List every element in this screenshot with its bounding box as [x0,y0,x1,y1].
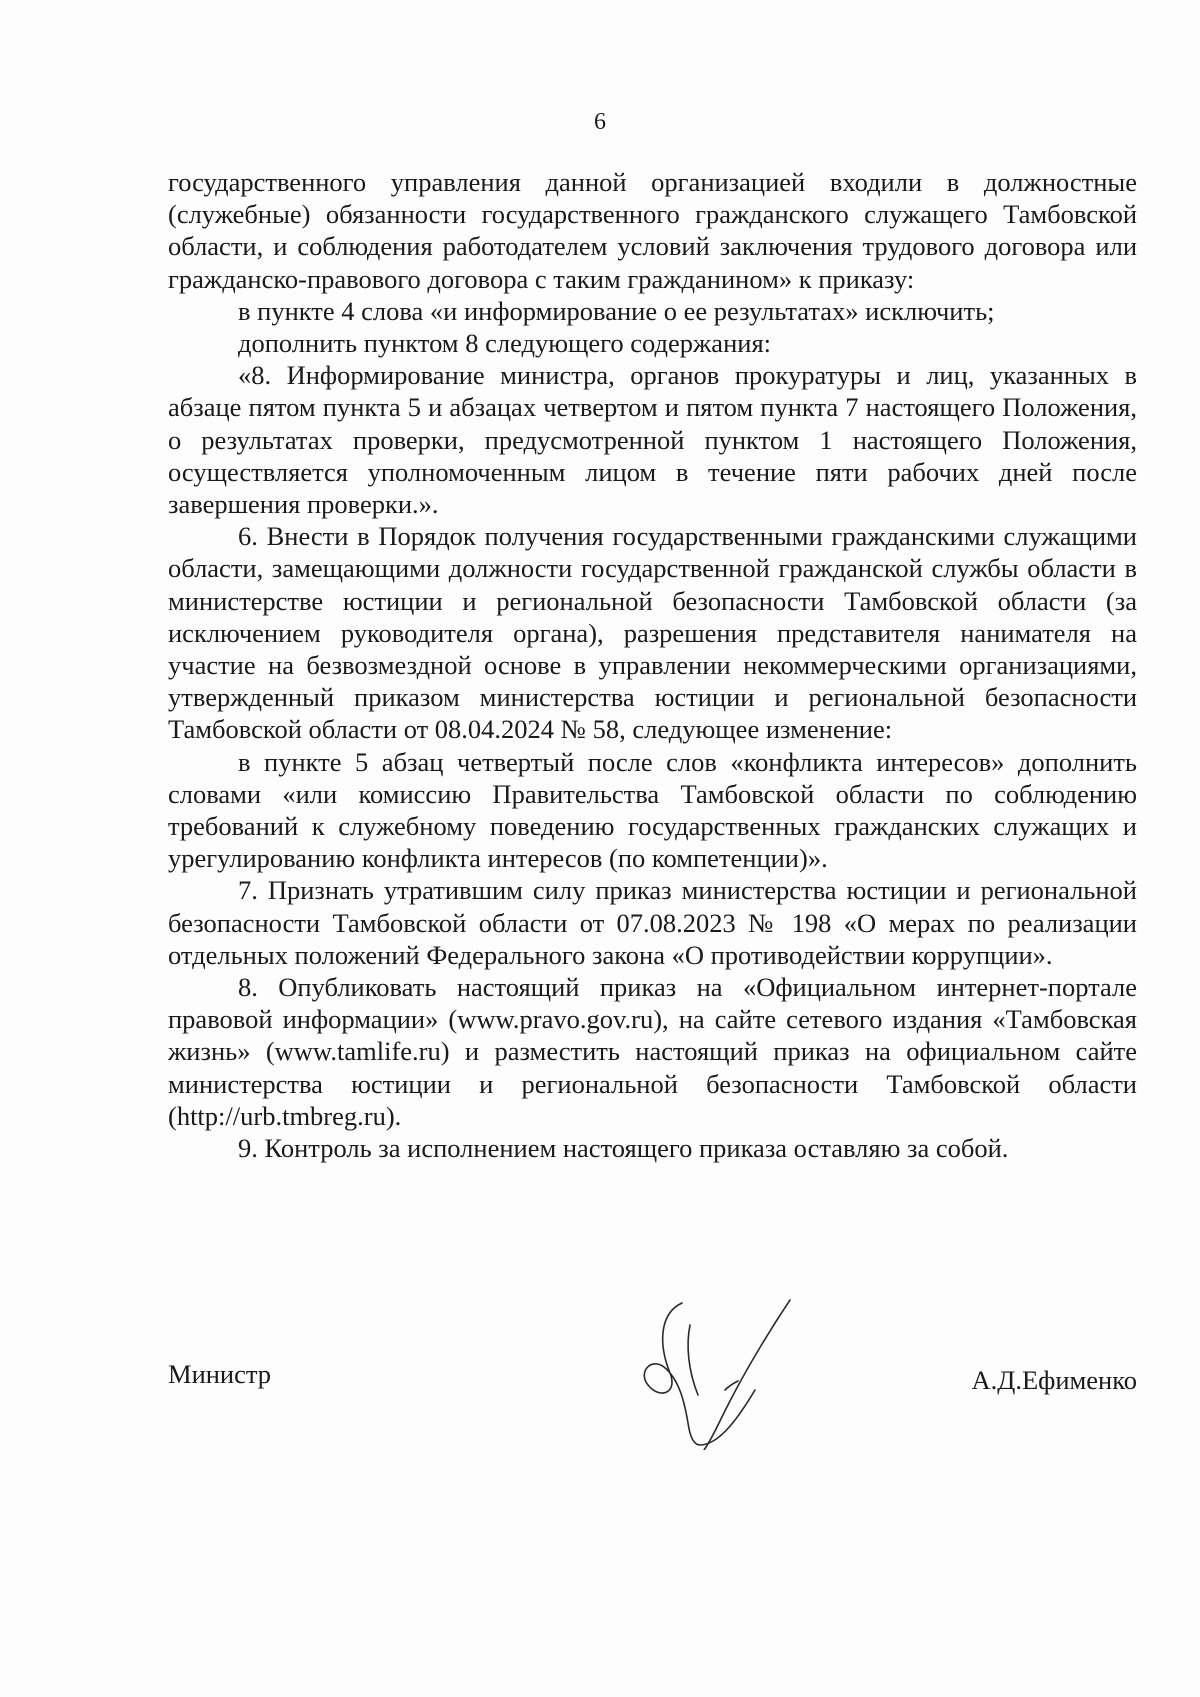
document-body [168,166,1137,1164]
paragraph-continuation: государственного управления данной организацией входили в должностные (служебные) обязанности государственного гражданского служащего Тамбовской области, и соблюдения работодателем условий заключения трудового договора или гражданско-правового договора с таким гражданином» к приказу: [168,167,1137,294]
signer-position: Министр [168,1359,272,1389]
paragraph-item-8: 8. Опубликовать настоящий приказ на «Официальном интернет-портале правовой информации» (www.pravo.gov.ru), на сайте сетевого издания «Тамбовская жизнь» (www.tamlife.ru) и разместить настоящий приказ на официальном сайте министерства юстиции и региональной безопасности Тамбовской области (http://urb.tmbreg.ru). [168,972,1137,1131]
paragraph-item-7: 7. Признать утратившим силу приказ министерства юстиции и региональной безопасности Тамбовской области от 07.08.2023 № 198 «О мерах по реализации отдельных положений Федерального закона «О противодействии коррупции». [168,875,1137,970]
paragraph-item-9: 9. Контроль за исполнением настоящего приказа оставляю за собой. [238,1133,1009,1164]
paragraph-point-8-text: «8. Информирование министра, органов прокуратуры и лиц, указанных в абзаце пятом пункта 5 и абзацах четвертом и пятом пункта 7 настоящего Положения, о результатах проверки, предусмотренной пунктом 1 настоящего Положения, осуществляется уполномоченным лицом в течение пяти рабочих дней после завершения проверки.». [168,360,1137,520]
paragraph-amendment-point-4: в пункте 4 слова «и информирование о ее результатах» исключить; [238,295,995,326]
handwritten-signature [630,1295,820,1450]
paragraph-item-6-change: в пункте 5 абзац четвертый после слов «конфликта интересов» дополнить словами «или комиссию Правительства Тамбовской области по соблюдению требований к служебному поведению государственных гражданских служащих и урегулированию конфликта интересов (по компетенции)». [168,746,1137,874]
page-number: 6 [594,109,606,135]
paragraph-item-6: 6. Внести в Порядок получения государственными гражданскими служащими области, замещающими должности государственной гражданской службы области в министерстве юстиции и региональной безопасности Тамбовской области (за исключением руководителя органа), разрешения представителя нанимателя на участие на безвозмездной основе в управлении некоммерческими организациями, утвержденный приказом министерства юстиции и региональной безопасности Тамбовской области от 08.04.2024 № 58, следующее изменение: [168,521,1137,745]
paragraph-add-point-8: дополнить пунктом 8 следующего содержания: [238,328,771,359]
signer-name: А.Д.Ефименко [971,1365,1137,1395]
